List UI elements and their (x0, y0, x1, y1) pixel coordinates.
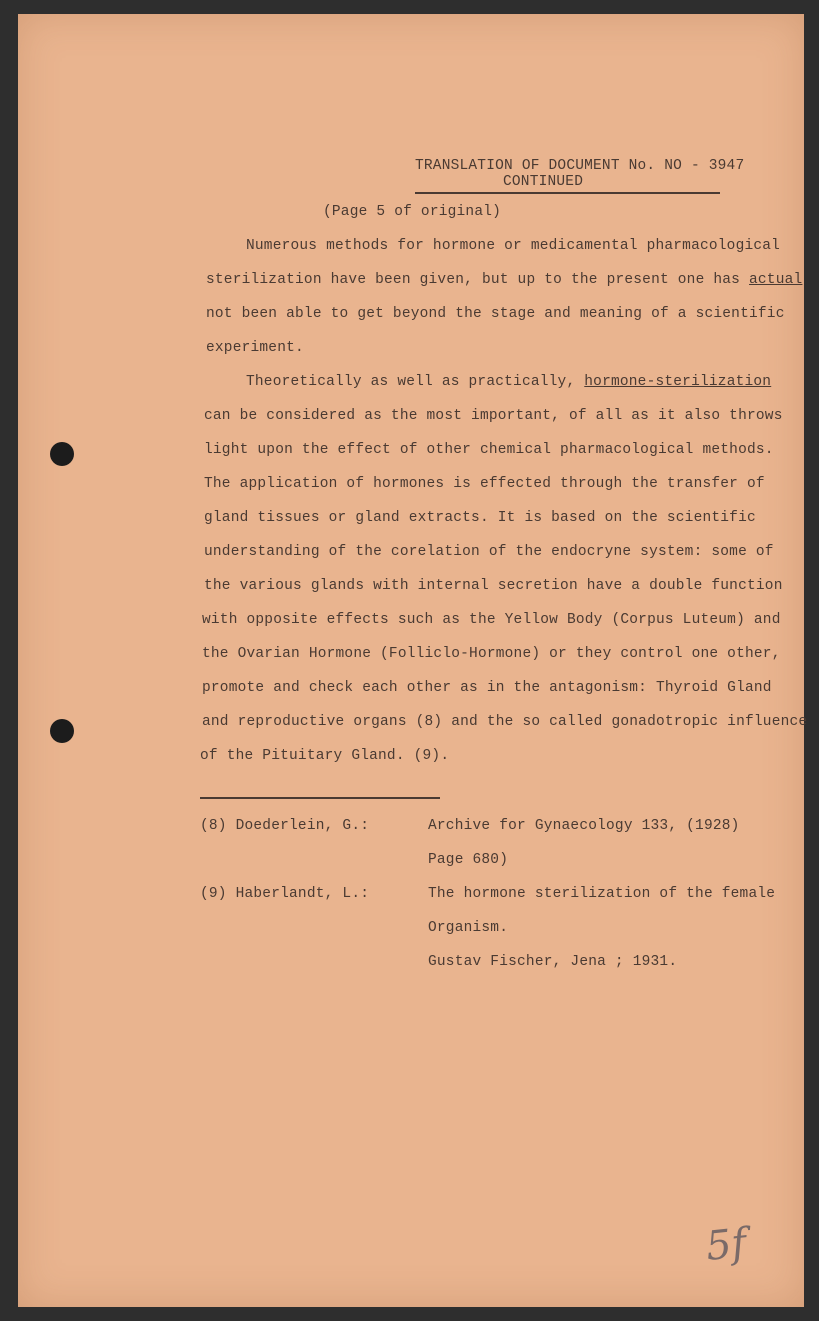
footnote-text: Archive for Gynaecology 133, (1928) (428, 818, 740, 834)
header-title: TRANSLATION OF DOCUMENT No. NO - 3947 (415, 158, 745, 174)
handwritten-page-number: 5f (703, 1220, 749, 1270)
punch-hole-icon (50, 719, 74, 743)
page-reference: (Page 5 of original) (323, 204, 502, 220)
footnote-text: Gustav Fischer, Jena ; 1931. (428, 954, 678, 970)
body-line: experiment. (206, 340, 304, 356)
footnote-separator (200, 797, 440, 799)
body-line: The application of hormones is effected through the transfer of (204, 476, 765, 492)
footnote-text: The hormone sterilization of the female (428, 886, 776, 902)
underlined-hormone-sterilization: hormone-sterilization (584, 374, 772, 390)
footnote-ref-8: (8) Doederlein, G.: (200, 818, 370, 834)
body-line: promote and check each other as in the antagonism: Thyroid Gland (202, 680, 772, 696)
body-line: with opposite effects such as the Yellow Body (Corpus Luteum) and (202, 612, 781, 628)
body-line: gland tissues or gland extracts. It is based on the scientific (204, 510, 756, 526)
body-line: sterilization have been given, but up to the present one has actual (206, 272, 803, 288)
underlined-actual: actual (749, 272, 803, 288)
body-line: can be considered as the most important, of all as it also throws (204, 408, 783, 424)
body-line: the Ovarian Hormone (Folliclo-Hormone) or they control one other, (202, 646, 781, 662)
body-line: light upon the effect of other chemical pharmacological methods. (204, 442, 774, 458)
header-continued: CONTINUED (503, 174, 584, 190)
footnote-text: Organism. (428, 920, 509, 936)
body-line: the various glands with internal secretion have a double function (204, 578, 783, 594)
body-line: understanding of the corelation of the endocryne system: some of (204, 544, 774, 560)
footnote-ref-9: (9) Haberlandt, L.: (200, 886, 370, 902)
body-line: of the Pituitary Gland. (9). (200, 748, 450, 764)
body-line: not been able to get beyond the stage and meaning of a scientific (206, 306, 785, 322)
body-line: Theoretically as well as practically, hormone-sterilization (246, 374, 772, 390)
header-underline (415, 192, 720, 194)
footnote-text: Page 680) (428, 852, 509, 868)
punch-hole-icon (50, 442, 74, 466)
body-line: and reproductive organs (8) and the so called gonadotropic influence (202, 714, 808, 730)
body-line: Numerous methods for hormone or medicamental pharmacological (246, 238, 781, 254)
paper-sheet (18, 14, 808, 1307)
